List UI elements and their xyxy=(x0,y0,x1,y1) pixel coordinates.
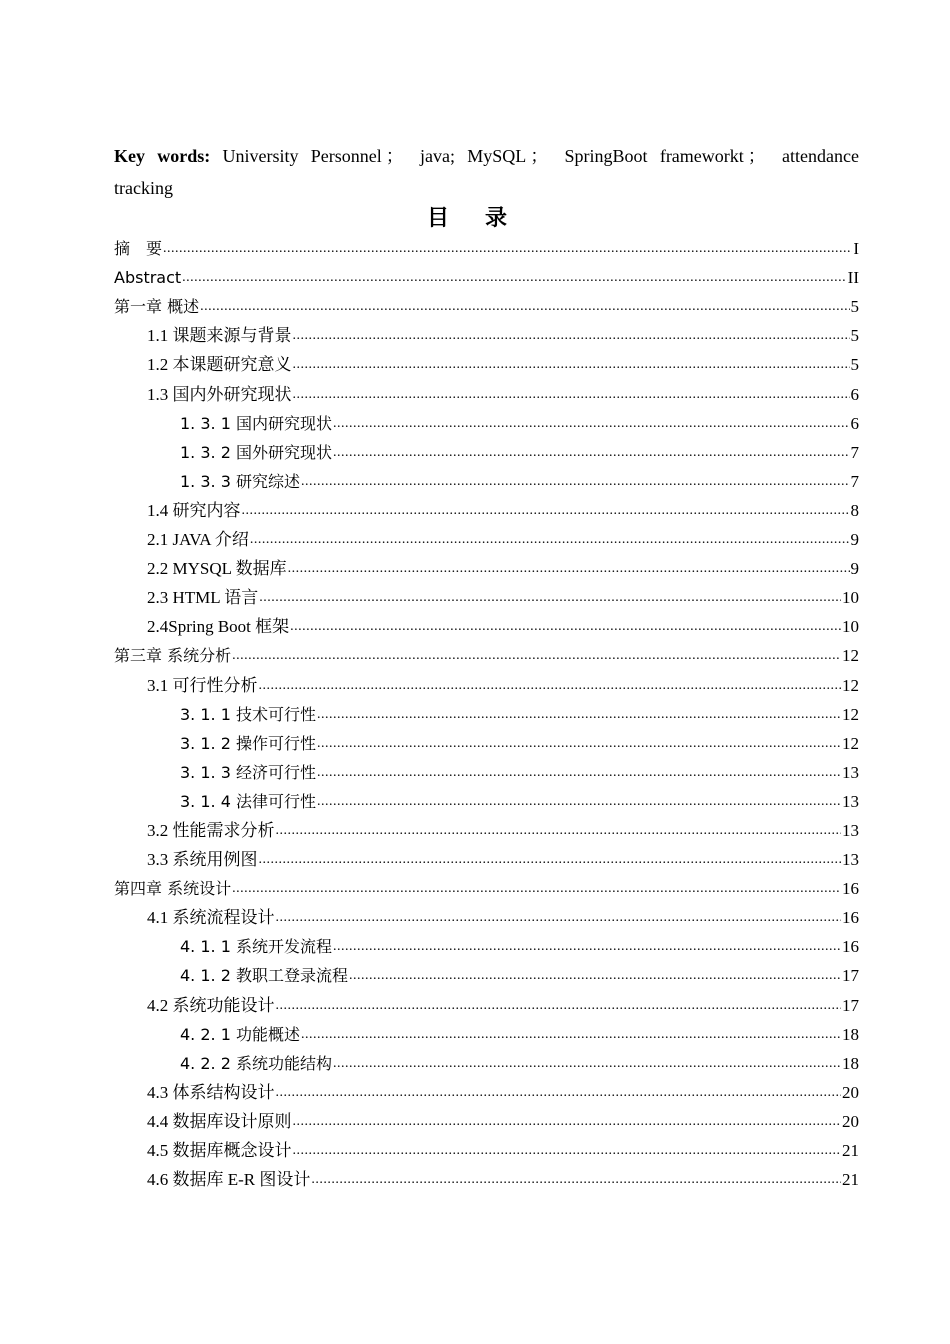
toc-entry-label: 3.1 可行性分析 xyxy=(147,675,258,695)
keywords-label: Key words: xyxy=(114,146,211,166)
toc-entry-label: 3. 1. 1 技术可行性 xyxy=(180,704,316,724)
toc-dot-leader xyxy=(242,501,850,521)
toc-entry[interactable] xyxy=(114,637,859,666)
toc-entry-page-number: 17 xyxy=(842,966,859,986)
toc-entry[interactable] xyxy=(114,259,859,288)
keyword-separator: ； xyxy=(747,146,766,166)
toc-entry[interactable] xyxy=(114,841,859,870)
toc-entry-label: 2.3 HTML 语言 xyxy=(147,588,259,608)
toc-dot-leader xyxy=(293,326,850,346)
toc-entry-label: 4.5 数据库概念设计 xyxy=(147,1141,292,1160)
toc-dot-leader xyxy=(163,239,852,259)
toc-entry[interactable] xyxy=(114,550,859,579)
toc-dot-leader xyxy=(290,617,841,637)
toc-dot-leader xyxy=(232,879,841,899)
toc-dot-leader xyxy=(349,966,841,986)
toc-entry-page-number: 16 xyxy=(842,908,859,928)
toc-entry-page-number: 18 xyxy=(842,1053,859,1073)
toc-entry-page-number: 21 xyxy=(842,1141,859,1160)
toc-entry[interactable] xyxy=(114,754,859,783)
toc-entry-label: 2.1 JAVA 介绍 xyxy=(147,530,249,550)
toc-entry-label: 4. 1. 1 系统开发流程 xyxy=(180,937,332,957)
toc-entry[interactable] xyxy=(114,521,859,550)
toc-dot-leader xyxy=(293,385,850,405)
toc-entry-page-number: 12 xyxy=(842,733,859,753)
toc-dot-leader xyxy=(293,1112,842,1132)
toc-entry-label: 1. 3. 3 研究综述 xyxy=(180,471,300,491)
toc-entry-page-number: 5 xyxy=(850,326,859,346)
toc-dot-leader xyxy=(317,734,841,754)
table-of-contents xyxy=(114,230,859,1190)
toc-entry[interactable] xyxy=(114,405,859,434)
toc-dot-leader xyxy=(333,1054,841,1074)
toc-dot-leader xyxy=(250,530,850,550)
toc-dot-leader xyxy=(317,792,841,812)
toc-dot-leader xyxy=(259,588,841,608)
toc-entry[interactable] xyxy=(114,783,859,812)
toc-entry[interactable] xyxy=(114,288,859,317)
toc-entry-label: 3.3 系统用例图 xyxy=(147,850,258,870)
toc-dot-leader xyxy=(276,821,842,841)
toc-entry-label: 第四章 系统设计 xyxy=(114,879,232,899)
toc-entry-page-number: 5 xyxy=(850,297,859,317)
toc-entry-label: 4.4 数据库设计原则 xyxy=(147,1111,292,1131)
toc-entry[interactable] xyxy=(114,928,859,957)
toc-entry[interactable] xyxy=(114,579,859,608)
toc-entry-page-number: 6 xyxy=(850,384,859,404)
toc-dot-leader xyxy=(333,443,850,463)
toc-entry-page-number: 12 xyxy=(842,646,859,666)
toc-entry-page-number: 7 xyxy=(850,471,859,491)
toc-dot-leader xyxy=(317,705,841,725)
toc-entry-page-number: 20 xyxy=(842,1082,859,1102)
toc-dot-leader xyxy=(182,268,847,288)
toc-entry-page-number: 12 xyxy=(842,704,859,724)
keyword-item: SpringBoot frameworkt xyxy=(564,146,744,166)
toc-entry[interactable] xyxy=(114,696,859,725)
toc-entry-page-number: 16 xyxy=(842,937,859,957)
toc-entry-page-number: 13 xyxy=(842,850,859,870)
toc-entry[interactable] xyxy=(114,1132,859,1161)
toc-entry-label: 4. 1. 2 教职工登录流程 xyxy=(180,966,348,986)
toc-entry-label: 4.1 系统流程设计 xyxy=(147,908,275,928)
toc-dot-leader xyxy=(259,850,842,870)
toc-dot-leader xyxy=(333,937,841,957)
toc-entry-label: Abstract xyxy=(114,268,182,288)
toc-dot-leader xyxy=(259,676,842,696)
toc-entry-page-number: 7 xyxy=(850,442,859,462)
toc-entry[interactable] xyxy=(114,1074,859,1103)
toc-dot-leader xyxy=(232,646,841,666)
toc-entry[interactable] xyxy=(114,317,859,346)
toc-entry[interactable] xyxy=(114,957,859,986)
toc-entry-page-number: 13 xyxy=(842,820,859,840)
toc-entry-page-number: 5 xyxy=(850,355,859,375)
toc-entry[interactable] xyxy=(114,346,859,375)
toc-entry-page-number: 10 xyxy=(842,588,859,608)
toc-entry[interactable] xyxy=(114,666,859,695)
toc-entry[interactable] xyxy=(114,1161,859,1190)
toc-dot-leader xyxy=(333,414,850,434)
toc-entry[interactable] xyxy=(114,1103,859,1132)
toc-entry-label: 摘 要 xyxy=(114,239,163,259)
toc-entry[interactable] xyxy=(114,230,859,259)
toc-entry[interactable] xyxy=(114,375,859,404)
toc-entry[interactable] xyxy=(114,986,859,1015)
keyword-item: java; MySQL xyxy=(420,146,527,166)
toc-entry-label: 1.1 课题来源与背景 xyxy=(147,326,292,346)
toc-entry-page-number: 20 xyxy=(842,1111,859,1131)
toc-dot-leader xyxy=(276,996,842,1016)
toc-entry-label: 1. 3. 1 国内研究现状 xyxy=(180,413,332,433)
toc-entry-page-number: 9 xyxy=(850,559,859,579)
toc-entry-label: 3. 1. 3 经济可行性 xyxy=(180,762,316,782)
toc-entry-label: 4.3 体系结构设计 xyxy=(147,1082,275,1102)
toc-entry[interactable] xyxy=(114,870,859,899)
toc-entry-page-number: 12 xyxy=(842,675,859,695)
toc-entry-label: 3. 1. 2 操作可行性 xyxy=(180,733,316,753)
toc-entry[interactable] xyxy=(114,1045,859,1074)
toc-entry-page-number: 10 xyxy=(842,617,859,637)
toc-entry-page-number: 13 xyxy=(842,762,859,782)
toc-entry-page-number: 18 xyxy=(842,1024,859,1044)
toc-entry-label: 3.2 性能需求分析 xyxy=(147,820,275,840)
toc-entry-label: 4.2 系统功能设计 xyxy=(147,995,275,1015)
toc-entry-page-number: 8 xyxy=(850,500,859,520)
keyword-separator: ； xyxy=(530,146,549,166)
toc-entry-label: 3. 1. 4 法律可行性 xyxy=(180,791,316,811)
toc-entry-page-number: 21 xyxy=(842,1170,859,1190)
toc-entry-page-number: 9 xyxy=(850,530,859,550)
toc-entry[interactable] xyxy=(114,608,859,637)
toc-title: 目录 xyxy=(426,206,543,231)
toc-entry-page-number: 17 xyxy=(842,995,859,1015)
toc-entry[interactable] xyxy=(114,492,859,521)
toc-entry[interactable] xyxy=(114,434,859,463)
toc-entry-label: 第一章 概述 xyxy=(114,297,200,317)
toc-entry[interactable] xyxy=(114,812,859,841)
toc-entry-page-number: 16 xyxy=(842,879,859,899)
toc-entry-label: 第三章 系统分析 xyxy=(114,646,232,666)
toc-dot-leader xyxy=(317,763,841,783)
toc-dot-leader xyxy=(311,1170,841,1190)
toc-entry-page-number: 13 xyxy=(842,791,859,811)
toc-entry-label: 4. 2. 2 系统功能结构 xyxy=(180,1053,332,1073)
toc-entry[interactable] xyxy=(114,899,859,928)
toc-entry-label: 1.4 研究内容 xyxy=(147,500,241,520)
toc-entry-label: 1.2 本课题研究意义 xyxy=(147,355,292,375)
toc-dot-leader xyxy=(276,908,842,928)
toc-entry-page-number: I xyxy=(853,239,859,259)
toc-entry-label: 2.4Spring Boot 框架 xyxy=(147,617,290,637)
keyword-item: University Personnel xyxy=(222,146,382,166)
toc-entry-label: 4. 2. 1 功能概述 xyxy=(180,1024,300,1044)
toc-dot-leader xyxy=(276,1083,842,1103)
toc-dot-leader xyxy=(293,355,850,375)
toc-entry[interactable] xyxy=(114,463,859,492)
toc-entry-label: 1. 3. 2 国外研究现状 xyxy=(180,442,332,462)
toc-entry[interactable] xyxy=(114,725,859,754)
toc-dot-leader xyxy=(200,297,849,317)
keywords-paragraph xyxy=(114,140,859,204)
toc-entry-label: 2.2 MYSQL 数据库 xyxy=(147,559,287,579)
keyword-item: attendance tracking xyxy=(114,146,859,198)
toc-entry[interactable] xyxy=(114,1016,859,1045)
toc-entry-page-number: 6 xyxy=(850,413,859,433)
toc-entry-label: 4.6 数据库 E-R 图设计 xyxy=(147,1170,311,1190)
toc-dot-leader xyxy=(301,472,850,492)
toc-entry-label: 1.3 国内外研究现状 xyxy=(147,384,292,404)
toc-dot-leader xyxy=(301,1025,841,1045)
toc-entry-page-number: II xyxy=(847,268,859,288)
toc-dot-leader xyxy=(288,559,850,579)
toc-dot-leader xyxy=(293,1141,842,1161)
keyword-separator: ； xyxy=(385,146,404,166)
